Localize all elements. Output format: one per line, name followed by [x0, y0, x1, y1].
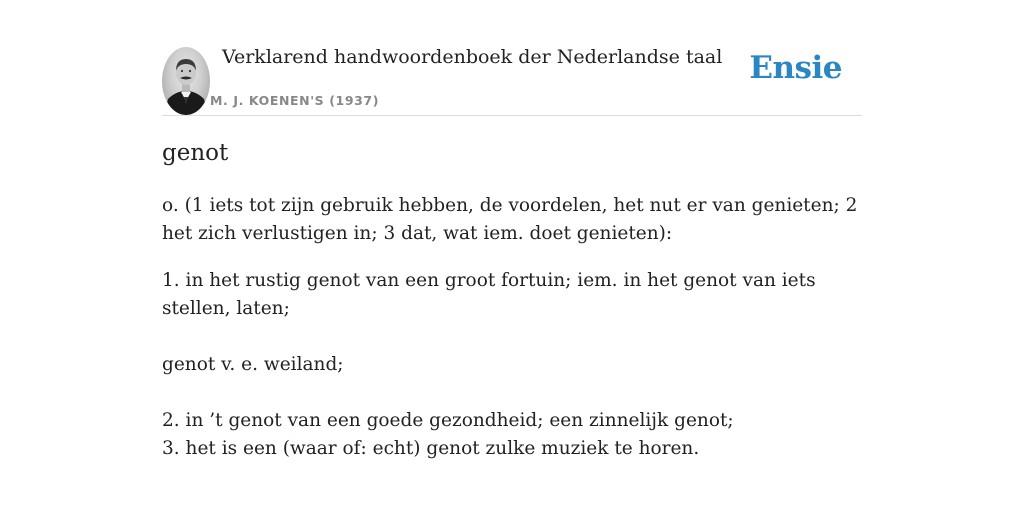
- headword: genot: [162, 140, 229, 166]
- sense-3-text: 3. het is een (waar of: echt) genot zulke muziek te horen.: [162, 438, 700, 459]
- example-text: genot v. e. weiland;: [162, 354, 344, 375]
- entry-body: [162, 192, 862, 463]
- page: [162, 0, 862, 512]
- author-portrait-icon: [162, 47, 210, 115]
- spacer: [162, 379, 862, 407]
- sense-2-text: 2. in ’t genot van een goede gezondheid; een zinnelijk genot;: [162, 410, 734, 431]
- spacer: [162, 323, 862, 351]
- header: [162, 0, 862, 116]
- author-credit: M. J. KOENEN'S (1937): [210, 93, 380, 108]
- definition-text: o. (1 iets tot zijn gebruik hebben, de voordelen, het nut er van genieten; 2 het zich verlustigen in; 3 dat, wat iem. doet genieten):: [162, 195, 858, 244]
- spacer: [162, 248, 862, 267]
- book-title: Verklarend handwoordenboek der Nederlandse taal: [222, 46, 723, 68]
- ensie-logo-link[interactable]: Ensie: [749, 50, 842, 86]
- author-portrait-graphic: [162, 47, 210, 115]
- sense-1-text: 1. in het rustig genot van een groot fortuin; iem. in het genot van iets stellen, laten;: [162, 270, 816, 319]
